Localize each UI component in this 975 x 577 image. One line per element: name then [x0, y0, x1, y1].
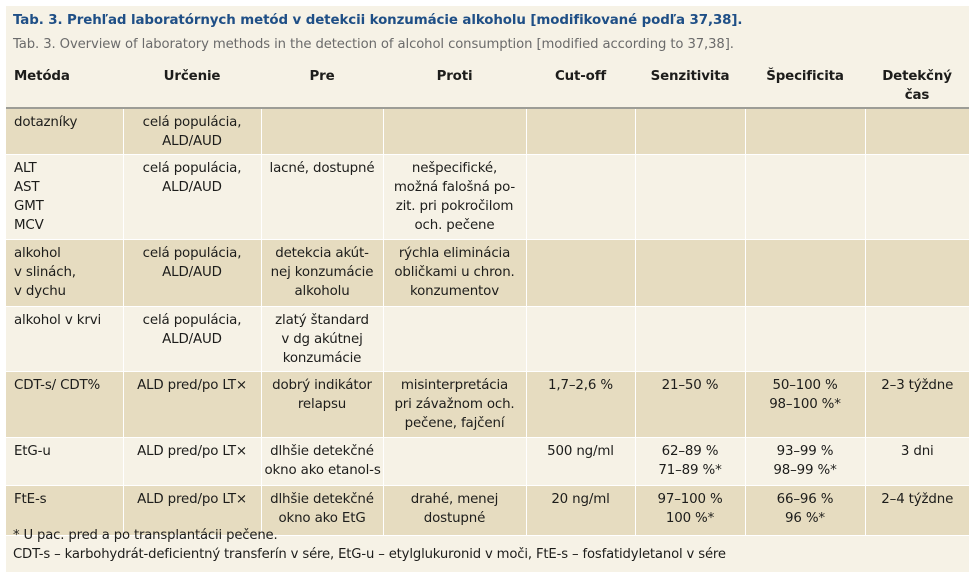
cell-text-line: alkohol v krvi	[14, 313, 102, 328]
indication-cell	[123, 438, 261, 486]
cell-text-line: 97–100 %	[657, 492, 723, 507]
header-row	[6, 63, 969, 108]
cell-text-line: nešpecifické,	[411, 161, 498, 176]
pro-cell	[261, 438, 383, 486]
cell-text-line: ALD/AUD	[162, 134, 222, 149]
cell-text-line: celá populácia,	[142, 313, 242, 328]
specificity-cell	[745, 240, 865, 307]
contra-cell	[383, 486, 526, 536]
cell-text-line: celá populácia,	[142, 115, 242, 130]
pro-cell	[261, 372, 383, 438]
cell-text-line: 50–100 %	[772, 378, 838, 393]
method-cell	[6, 438, 123, 486]
cell-text-line: ALD pred/po LT×	[137, 444, 247, 459]
cell-text-line: dostupné	[423, 511, 486, 526]
table-body	[6, 108, 969, 536]
table-row	[6, 240, 969, 307]
cell-text-line: v dychu	[14, 284, 66, 299]
method-cell	[6, 155, 123, 240]
column-header: Cut-off	[526, 63, 635, 108]
footnote-abbreviations: CDT-s – karbohydrát-deficientný transferín v sére, EtG-u – etylglukuronid v moči, FtE-s – fosfatidyletanol v sére	[13, 547, 726, 562]
cell-text-line: 2–3 týždne	[881, 378, 954, 393]
method-cell	[6, 108, 123, 155]
cell-text-line: 96 %*	[785, 511, 825, 526]
table-figure	[6, 6, 969, 572]
contra-cell	[383, 307, 526, 372]
sensitivity-cell	[635, 486, 745, 536]
cell-text-line: zit. pri pokročilom	[395, 199, 514, 214]
cell-text-line: okno ako EtG	[278, 511, 366, 526]
method-cell	[6, 372, 123, 438]
sensitivity-cell	[635, 372, 745, 438]
detection-time-cell	[865, 240, 969, 307]
pro-cell	[261, 108, 383, 155]
methods-table	[6, 63, 969, 536]
specificity-cell	[745, 372, 865, 438]
column-header: Pre	[261, 63, 383, 108]
cell-text-line: drahé, menej	[410, 492, 499, 507]
cell-text-line: ALD/AUD	[162, 332, 222, 347]
cell-text-line: ALD/AUD	[162, 265, 222, 280]
sensitivity-cell	[635, 438, 745, 486]
cell-text-line: ALT	[14, 161, 37, 176]
cell-text-line: konzumácie	[282, 351, 362, 366]
cell-text-line: pri závažnom och.	[394, 397, 515, 412]
indication-cell	[123, 307, 261, 372]
cell-text-line: 100 %*	[665, 511, 715, 526]
cell-text-line: ALD pred/po LT×	[137, 378, 247, 393]
cell-text-line: nej konzumácie	[270, 265, 374, 280]
cell-text-line: 3 dni	[900, 444, 934, 459]
specificity-cell	[745, 438, 865, 486]
cell-text-line: 2–4 týždne	[881, 492, 954, 507]
table-row	[6, 438, 969, 486]
indication-cell	[123, 372, 261, 438]
cell-text-line: CDT-s/ CDT%	[14, 378, 101, 393]
method-cell	[6, 240, 123, 307]
indication-cell	[123, 155, 261, 240]
sensitivity-cell	[635, 155, 745, 240]
cell-text-line: 500 ng/ml	[547, 444, 614, 459]
cell-text-line: 98–99 %*	[773, 463, 837, 478]
cell-text-line: celá populácia,	[142, 161, 242, 176]
contra-cell	[383, 108, 526, 155]
cell-text-line: FtE-s	[14, 492, 47, 507]
cell-text-line: ALD pred/po LT×	[137, 492, 247, 507]
pro-cell	[261, 240, 383, 307]
cell-text-line: GMT	[14, 199, 44, 214]
method-cell	[6, 307, 123, 372]
cell-text-line: 93–99 %	[776, 444, 834, 459]
cell-text-line: rýchla eliminácia	[398, 246, 511, 261]
detection-time-cell	[865, 486, 969, 536]
contra-cell	[383, 155, 526, 240]
column-header: Detekčný čas	[865, 63, 969, 108]
cell-text-line: 1,7–2,6 %	[548, 378, 613, 393]
cell-text-line: dobrý indikátor	[272, 378, 372, 393]
column-header: Metóda	[6, 63, 123, 108]
cell-text-line: 98–100 %*	[769, 397, 841, 412]
cell-text-line: 62–89 %	[661, 444, 719, 459]
cell-text-line: EtG-u	[14, 444, 51, 459]
cell-text-line: AST	[14, 180, 40, 195]
specificity-cell	[745, 486, 865, 536]
table-title: Tab. 3. Prehľad laboratórnych metód v detekcii konzumácie alkoholu [modifikované podľa 37,38].	[13, 13, 743, 28]
footnote-transplant: * U pac. pred a po transplantácii pečene.	[13, 528, 278, 543]
contra-cell	[383, 240, 526, 307]
cell-text-line: dlhšie detekčné	[270, 444, 374, 459]
cell-text-line: možná falošná po-	[393, 180, 516, 195]
specificity-cell	[745, 155, 865, 240]
table-row	[6, 108, 969, 155]
cell-text-line: misinterpretácia	[400, 378, 509, 393]
cell-text-line: okno ako etanol-s	[264, 463, 381, 478]
cell-text-line: MCV	[14, 218, 44, 233]
detection-time-cell	[865, 307, 969, 372]
cutoff-cell	[526, 372, 635, 438]
detection-time-cell	[865, 155, 969, 240]
cell-text-line: detekcia akút-	[275, 246, 369, 261]
table-row	[6, 307, 969, 372]
cutoff-cell	[526, 108, 635, 155]
column-header: Senzitivita	[635, 63, 745, 108]
cell-text-line: obličkami u chron.	[394, 265, 515, 280]
detection-time-cell	[865, 438, 969, 486]
sensitivity-cell	[635, 307, 745, 372]
cell-text-line: relapsu	[297, 397, 347, 412]
sensitivity-cell	[635, 240, 745, 307]
cell-text-line: dlhšie detekčné	[270, 492, 374, 507]
cell-text-line: konzumentov	[410, 284, 499, 299]
cell-text-line: 21–50 %	[661, 378, 719, 393]
pro-cell	[261, 307, 383, 372]
cell-text-line: alkohol	[14, 246, 61, 261]
sensitivity-cell	[635, 108, 745, 155]
cell-text-line: v slinách,	[14, 265, 76, 280]
cutoff-cell	[526, 155, 635, 240]
cell-text-line: ALD/AUD	[162, 180, 222, 195]
cell-text-line: 71–89 %*	[658, 463, 722, 478]
cutoff-cell	[526, 307, 635, 372]
cutoff-cell	[526, 486, 635, 536]
specificity-cell	[745, 307, 865, 372]
cell-text-line: och. pečene	[414, 218, 495, 233]
pro-cell	[261, 155, 383, 240]
detection-time-cell	[865, 372, 969, 438]
table-row	[6, 372, 969, 438]
cutoff-cell	[526, 240, 635, 307]
table-row	[6, 155, 969, 240]
column-header: Proti	[383, 63, 526, 108]
cell-text-line: celá populácia,	[142, 246, 242, 261]
pro-cell	[261, 486, 383, 536]
cell-text-line: pečene, fajčení	[404, 416, 505, 431]
indication-cell	[123, 108, 261, 155]
table-subtitle: Tab. 3. Overview of laboratory methods in the detection of alcohol consumption [modified according to 37,38].	[13, 37, 734, 52]
cell-text-line: 20 ng/ml	[551, 492, 610, 507]
cell-text-line: lacné, dostupné	[269, 161, 375, 176]
indication-cell	[123, 240, 261, 307]
column-header: Určenie	[123, 63, 261, 108]
cutoff-cell	[526, 438, 635, 486]
detection-time-cell	[865, 108, 969, 155]
contra-cell	[383, 372, 526, 438]
cell-text-line: dotazníky	[14, 115, 78, 130]
cell-text-line: 66–96 %	[776, 492, 834, 507]
contra-cell	[383, 438, 526, 486]
cell-text-line: alkoholu	[294, 284, 350, 299]
cell-text-line: zlatý štandard	[275, 313, 369, 328]
cell-text-line: v dg akútnej	[281, 332, 363, 347]
specificity-cell	[745, 108, 865, 155]
column-header: Špecificita	[745, 63, 865, 108]
